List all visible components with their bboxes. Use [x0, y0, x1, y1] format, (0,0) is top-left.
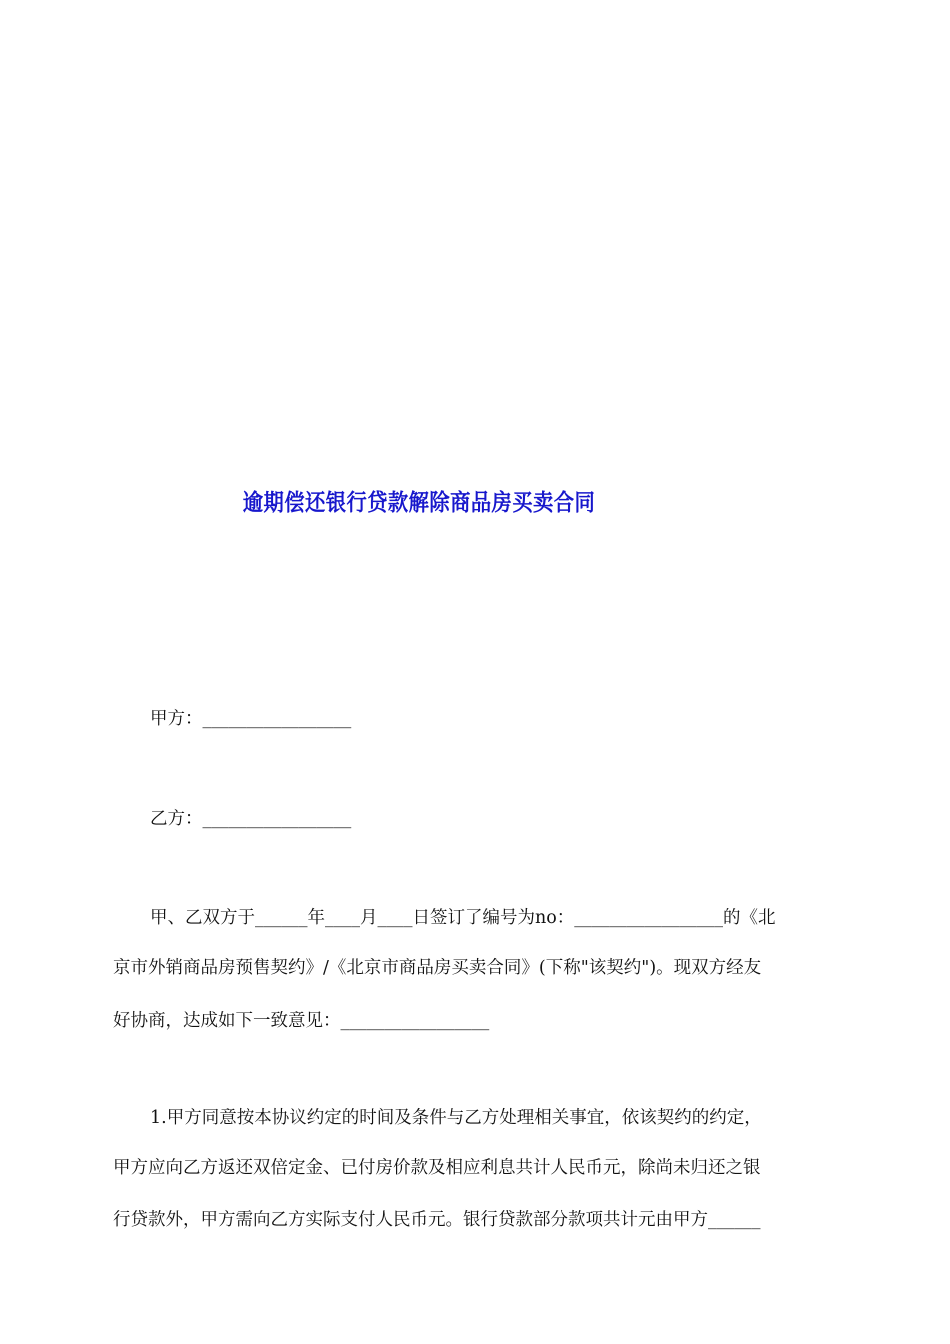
intro-line-3: 好协商，达成如下一致意见：_________________ [113, 1011, 490, 1031]
party-b-line: 乙方：_________________ [150, 809, 352, 829]
intro-line-2: 京市外销商品房预售契约》/《北京市商品房买卖合同》(下称"该契约")。现双方经友 [113, 958, 762, 978]
intro-line-1: 甲、乙双方于______年____月____日签订了编号为no：_________________的《北 [150, 908, 776, 928]
party-a-line: 甲方：_________________ [150, 709, 352, 729]
clause1-line-2: 甲方应向乙方返还双倍定金、已付房价款及相应利息共计人民币元，除尚未归还之银 [113, 1158, 761, 1178]
clause1-line-1: 1.甲方同意按本协议约定的时间及条件与乙方处理相关事宜，依该契约的约定， [150, 1108, 762, 1128]
document-title: 逾期偿还银行贷款解除商品房买卖合同 [242, 490, 596, 516]
clause1-line-3: 行贷款外，甲方需向乙方实际支付人民币元。银行贷款部分款项共计元由甲方______ [113, 1210, 761, 1230]
